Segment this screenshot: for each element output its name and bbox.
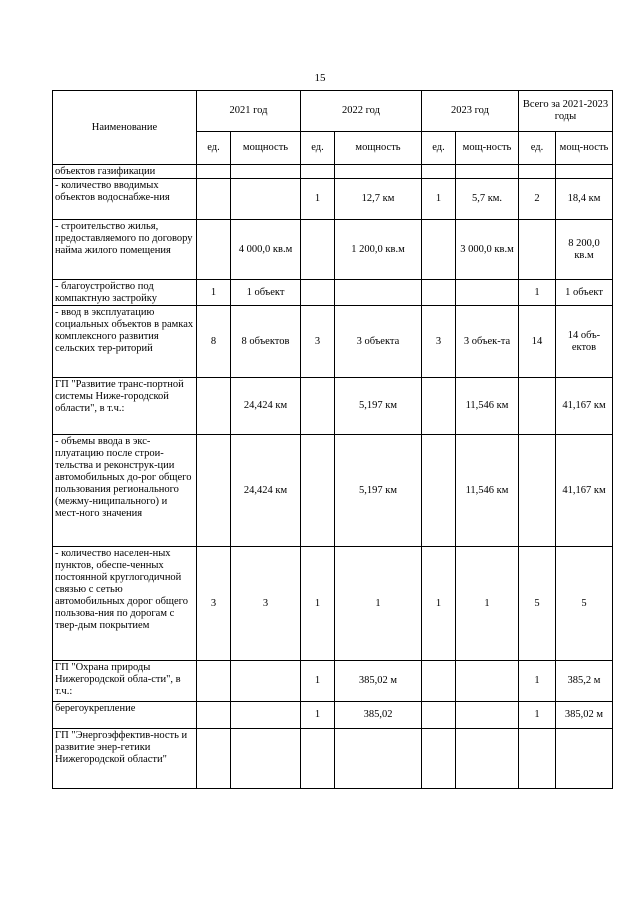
cell-capacity (231, 702, 301, 729)
cell-unit: 1 (422, 547, 456, 661)
cell-unit (519, 435, 556, 547)
cell-capacity: 41,167 км (556, 378, 613, 435)
header-row-years (53, 91, 613, 132)
cell-capacity: 18,4 км (556, 179, 613, 220)
table-row (53, 280, 613, 306)
cell-unit (519, 378, 556, 435)
cell-capacity: 14 объ-ектов (556, 306, 613, 378)
cell-capacity: 5 (556, 547, 613, 661)
cell-capacity (335, 729, 422, 789)
cell-unit (422, 165, 456, 179)
cell-unit (301, 220, 335, 280)
header-unit: ед. (197, 132, 231, 165)
cell-capacity: 5,7 км. (456, 179, 519, 220)
header-unit: ед. (519, 132, 556, 165)
cell-capacity: 3 объек-та (456, 306, 519, 378)
table-row (53, 378, 613, 435)
cell-unit (422, 378, 456, 435)
cell-unit: 3 (197, 547, 231, 661)
cell-unit (422, 220, 456, 280)
cell-capacity: 1 объект (556, 280, 613, 306)
cell-capacity (556, 165, 613, 179)
row-name: берегоукрепление (53, 702, 197, 729)
cell-capacity (556, 729, 613, 789)
cell-capacity: 1 объект (231, 280, 301, 306)
table-row (53, 702, 613, 729)
cell-capacity (456, 729, 519, 789)
cell-unit: 2 (519, 179, 556, 220)
header-unit: ед. (301, 132, 335, 165)
cell-capacity: 385,2 м (556, 661, 613, 702)
cell-capacity: 385,02 (335, 702, 422, 729)
cell-unit (301, 378, 335, 435)
cell-unit (197, 378, 231, 435)
cell-unit: 1 (301, 179, 335, 220)
cell-capacity (335, 280, 422, 306)
cell-unit: 1 (519, 280, 556, 306)
cell-capacity (456, 702, 519, 729)
cell-unit (519, 220, 556, 280)
cell-capacity (231, 165, 301, 179)
header-year-2021: 2021 год (197, 91, 301, 132)
cell-unit (301, 435, 335, 547)
cell-capacity: 4 000,0 кв.м (231, 220, 301, 280)
header-name: Наименование (53, 91, 197, 165)
cell-capacity: 3 000,0 кв.м (456, 220, 519, 280)
row-name: - строительство жилья, предоставляемого по договору найма жилого помещения (53, 220, 197, 280)
cell-unit (197, 702, 231, 729)
cell-capacity (335, 165, 422, 179)
cell-capacity (456, 165, 519, 179)
cell-capacity (231, 729, 301, 789)
row-name: - количество населен-ных пунктов, обеспе-ченных постоянной круглогодичной связью с сетью автомобильных дорог общего пользова-ния по дорогам с твер-дым покрытием (53, 547, 197, 661)
cell-unit (197, 220, 231, 280)
cell-unit: 5 (519, 547, 556, 661)
cell-capacity: 8 200,0 кв.м (556, 220, 613, 280)
header-year-2023: 2023 год (422, 91, 519, 132)
cell-capacity: 11,546 км (456, 435, 519, 547)
cell-capacity: 5,197 км (335, 378, 422, 435)
table-row (53, 220, 613, 280)
cell-capacity (231, 179, 301, 220)
cell-unit: 1 (519, 661, 556, 702)
cell-unit (197, 661, 231, 702)
cell-capacity (456, 661, 519, 702)
cell-unit: 1 (197, 280, 231, 306)
cell-capacity (231, 661, 301, 702)
table-row (53, 165, 613, 179)
cell-unit (197, 729, 231, 789)
cell-capacity: 1 (335, 547, 422, 661)
cell-unit: 1 (301, 661, 335, 702)
cell-unit (301, 729, 335, 789)
cell-capacity (456, 280, 519, 306)
cell-capacity: 3 объекта (335, 306, 422, 378)
table-row (53, 179, 613, 220)
cell-unit: 14 (519, 306, 556, 378)
cell-unit (422, 702, 456, 729)
table-row (53, 306, 613, 378)
cell-unit (197, 179, 231, 220)
cell-capacity: 24,424 км (231, 435, 301, 547)
header-capacity: мощ-ность (556, 132, 613, 165)
table-row (53, 547, 613, 661)
cell-unit (519, 729, 556, 789)
table-row (53, 435, 613, 547)
cell-unit (422, 729, 456, 789)
cell-capacity: 8 объектов (231, 306, 301, 378)
cell-capacity: 24,424 км (231, 378, 301, 435)
header-total: Всего за 2021-2023 годы (519, 91, 613, 132)
table-body (53, 165, 613, 789)
row-name: ГП "Охрана природы Нижегородской обла-сти", в т.ч.: (53, 661, 197, 702)
row-name: - благоустройство под компактную застройку (53, 280, 197, 306)
cell-capacity: 11,546 км (456, 378, 519, 435)
cell-capacity: 1 (456, 547, 519, 661)
cell-capacity: 385,02 м (335, 661, 422, 702)
page-number: 15 (314, 72, 326, 84)
cell-capacity: 12,7 км (335, 179, 422, 220)
row-name: объектов газификации (53, 165, 197, 179)
header-capacity: мощность (335, 132, 422, 165)
row-name: - ввод в эксплуатацию социальных объектов в рамках комплексного развития сельских тер-риторий (53, 306, 197, 378)
cell-capacity: 385,02 м (556, 702, 613, 729)
header-unit: ед. (422, 132, 456, 165)
cell-unit: 1 (519, 702, 556, 729)
cell-unit (197, 165, 231, 179)
cell-unit (422, 435, 456, 547)
indicators-table (52, 90, 613, 789)
table-row (53, 729, 613, 789)
header-capacity: мощность (231, 132, 301, 165)
table-row (53, 661, 613, 702)
cell-unit (197, 435, 231, 547)
cell-unit (519, 165, 556, 179)
cell-unit: 3 (422, 306, 456, 378)
header-year-2022: 2022 год (301, 91, 422, 132)
row-name: ГП "Развитие транс-портной системы Ниже-городской области", в т.ч.: (53, 378, 197, 435)
cell-unit: 1 (301, 702, 335, 729)
cell-unit (301, 280, 335, 306)
row-name: - объемы ввода в экс-плуатацию после строи-тельства и реконструк-ции автомобильных до-рог общего пользования регионального (межму-ниципального) и мест-ного значения (53, 435, 197, 547)
cell-unit: 3 (301, 306, 335, 378)
row-name: ГП "Энергоэффектив-ность и развитие энер-гетики Нижегородской области" (53, 729, 197, 789)
cell-unit: 1 (422, 179, 456, 220)
cell-unit (422, 661, 456, 702)
cell-unit: 1 (301, 547, 335, 661)
row-name: - количество вводимых объектов водоснабже-ния (53, 179, 197, 220)
cell-capacity: 3 (231, 547, 301, 661)
cell-unit: 8 (197, 306, 231, 378)
cell-capacity: 1 200,0 кв.м (335, 220, 422, 280)
header-capacity: мощ-ность (456, 132, 519, 165)
cell-capacity: 41,167 км (556, 435, 613, 547)
cell-unit (422, 280, 456, 306)
cell-unit (301, 165, 335, 179)
cell-capacity: 5,197 км (335, 435, 422, 547)
